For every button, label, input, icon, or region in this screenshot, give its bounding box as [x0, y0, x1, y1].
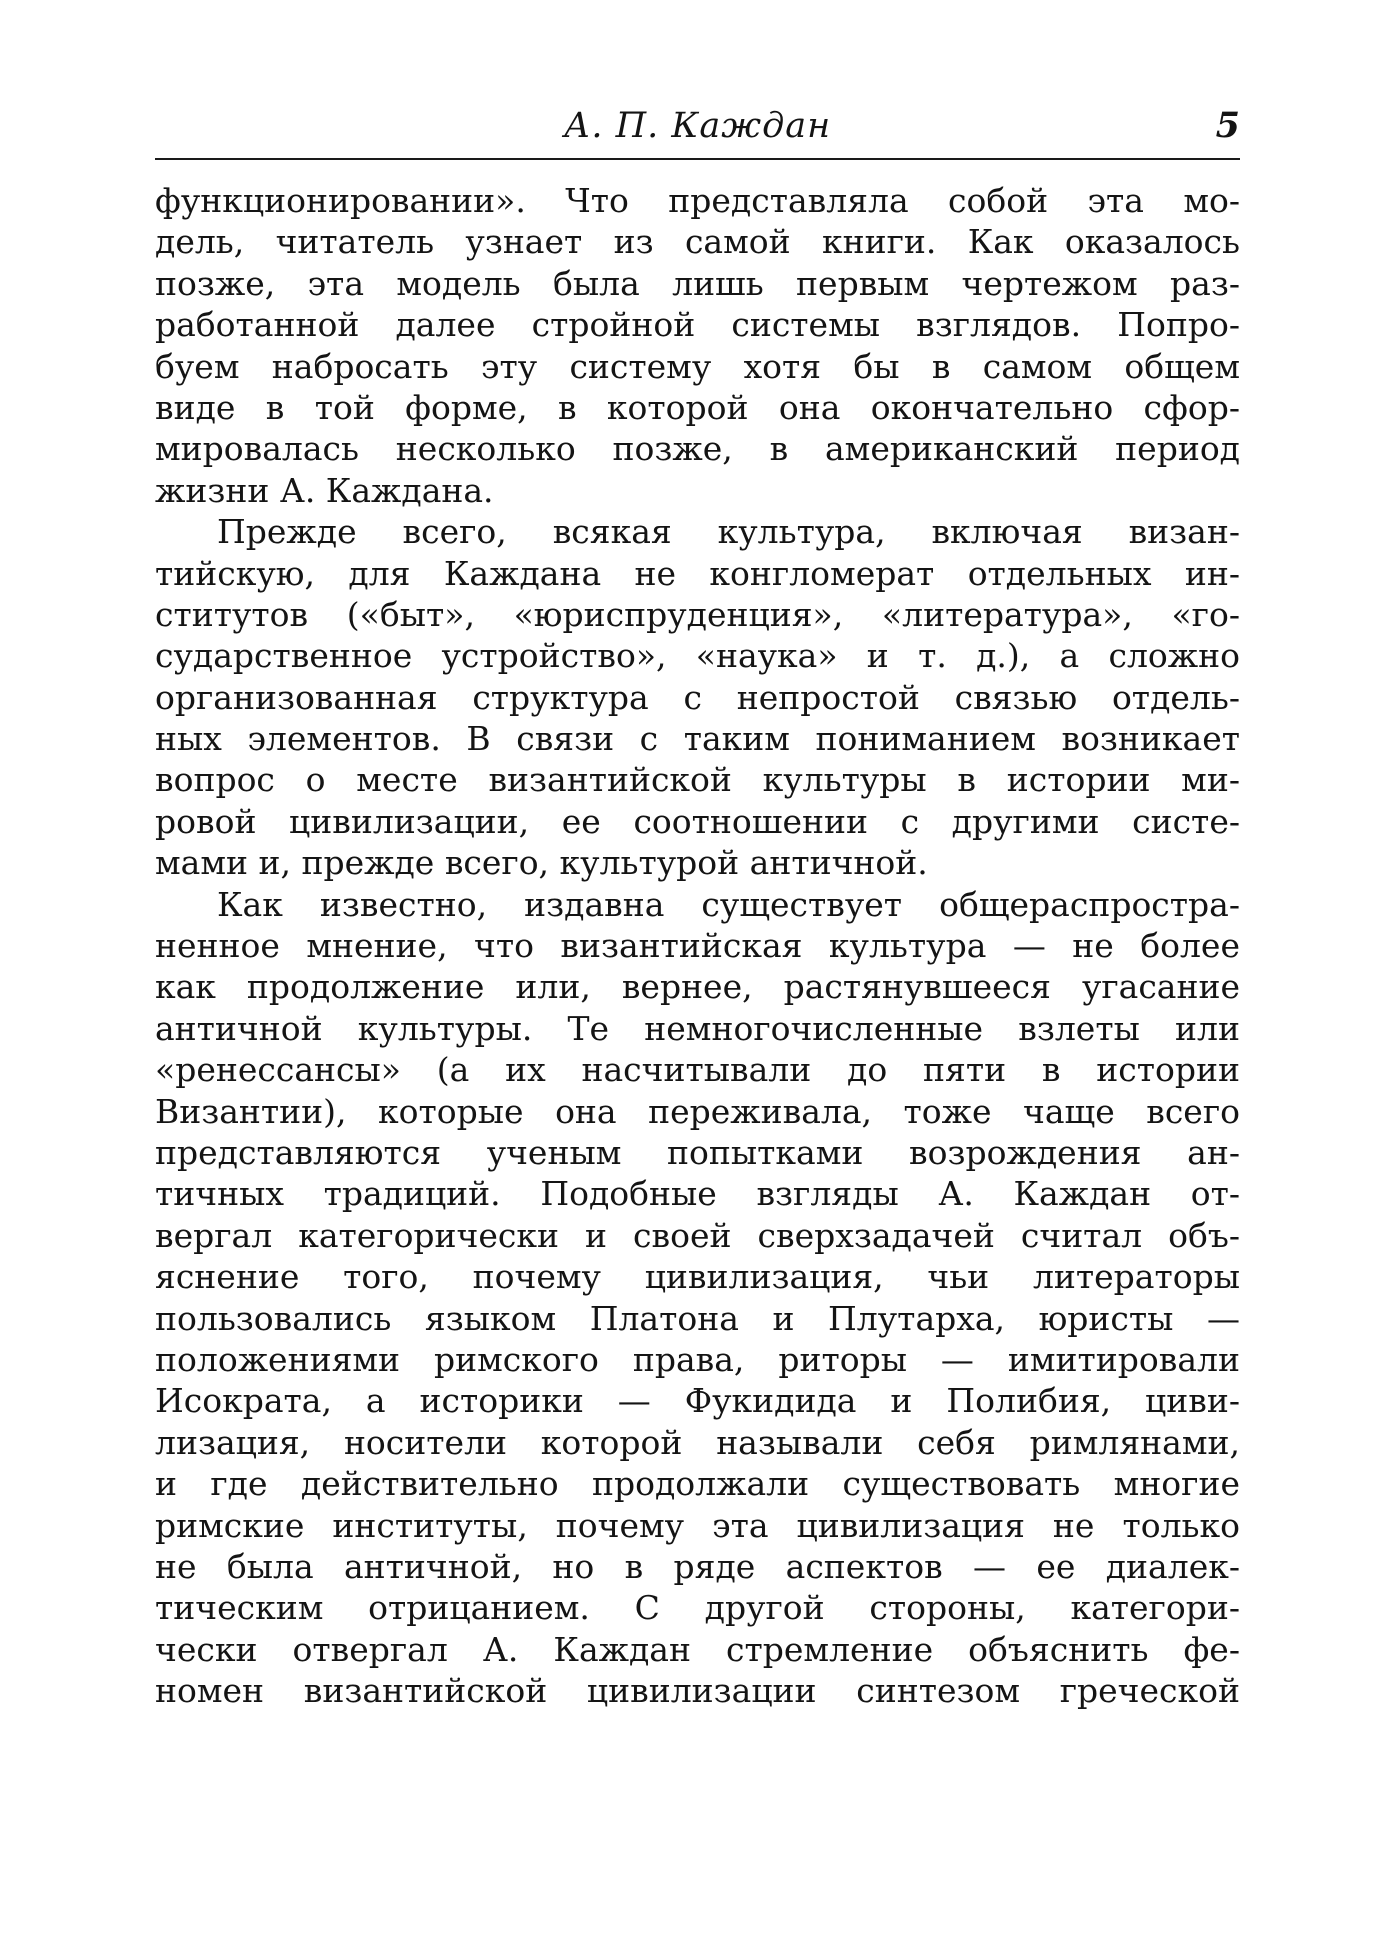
text-line: Исократа, а историки — Фукидида и Полибия, циви- — [155, 1381, 1240, 1421]
text-line: римские институты, почему эта цивилизация не только — [155, 1505, 1240, 1545]
text-line: ных элементов. В связи с таким пониманием возникает — [155, 719, 1240, 759]
text-line: чески отвергал А. Каждан стремление объяснить фе- — [155, 1629, 1240, 1669]
text-line: «ренессансы» (а их насчитывали до пяти в истории — [155, 1050, 1240, 1090]
text-line: Византии), которые она переживала, тоже чаще всего — [155, 1091, 1240, 1131]
paragraph — [155, 884, 1240, 1712]
text-line: Прежде всего, всякая культура, включая визан- — [217, 512, 1240, 552]
text-line: дель, читатель узнает из самой книги. Как оказалось — [155, 222, 1240, 262]
text-line: виде в той форме, в которой она окончательно сфор- — [155, 387, 1240, 427]
text-line: Как известно, издавна существует общераспростра- — [217, 884, 1240, 924]
text-line: сударственное устройство», «наука» и т. д.), а сложно — [155, 636, 1240, 676]
text-line: лизация, носители которой называли себя римлянами, — [155, 1422, 1240, 1462]
running-header — [155, 100, 1240, 160]
page-number: 5 — [1215, 105, 1240, 146]
text-line: жизни А. Каждана. — [155, 470, 494, 510]
text-line: представляются ученым попытками возрождения ан- — [155, 1132, 1240, 1172]
text-line: тичных традиций. Подобные взгляды А. Каждан от- — [155, 1174, 1240, 1214]
paragraph — [155, 511, 1240, 884]
text-line: вергал категорически и своей сверхзадачей считал объ- — [155, 1215, 1240, 1255]
book-page — [155, 100, 1240, 1711]
text-line: мами и, прежде всего, культурой античной. — [155, 843, 928, 883]
text-line: тийскую, для Каждана не конгломерат отдельных ин- — [155, 553, 1240, 593]
text-line: положениями римского права, риторы — имитировали — [155, 1339, 1240, 1379]
text-line: работанной далее стройной системы взглядов. Попро- — [155, 305, 1240, 345]
text-line: и где действительно продолжали существовать многие — [155, 1464, 1240, 1504]
text-line: не была античной, но в ряде аспектов — ее диалек- — [155, 1546, 1240, 1586]
text-line: как продолжение или, вернее, растянувшееся угасание — [155, 967, 1240, 1007]
running-title: А. П. Каждан — [563, 106, 832, 146]
text-line: вопрос о месте византийской культуры в истории ми- — [155, 760, 1240, 800]
paragraph — [155, 180, 1240, 511]
text-line: тическим отрицанием. С другой стороны, категори- — [155, 1588, 1240, 1628]
text-line: яснение того, почему цивилизация, чьи литераторы — [155, 1257, 1240, 1297]
body-text — [155, 180, 1240, 1711]
text-line: номен византийской цивилизации синтезом греческой — [155, 1671, 1240, 1711]
text-line: позже, эта модель была лишь первым чертежом раз- — [155, 263, 1240, 303]
text-line: организованная структура с непростой связью отдель- — [155, 677, 1240, 717]
text-line: мировалась несколько позже, в американский период — [155, 429, 1240, 469]
text-line: ненное мнение, что византийская культура — не более — [155, 926, 1240, 966]
text-line: ститутов («быт», «юриспруденция», «литература», «го- — [155, 594, 1240, 634]
text-line: пользовались языком Платона и Плутарха, юристы — — [155, 1298, 1240, 1338]
text-line: ровой цивилизации, ее соотношении с другими систе- — [155, 801, 1240, 841]
text-line: античной культуры. Те немногочисленные взлеты или — [155, 1008, 1240, 1048]
text-line: буем набросать эту систему хотя бы в самом общем — [155, 346, 1240, 386]
text-line: функционировании». Что представляла собой эта мо- — [155, 181, 1240, 220]
